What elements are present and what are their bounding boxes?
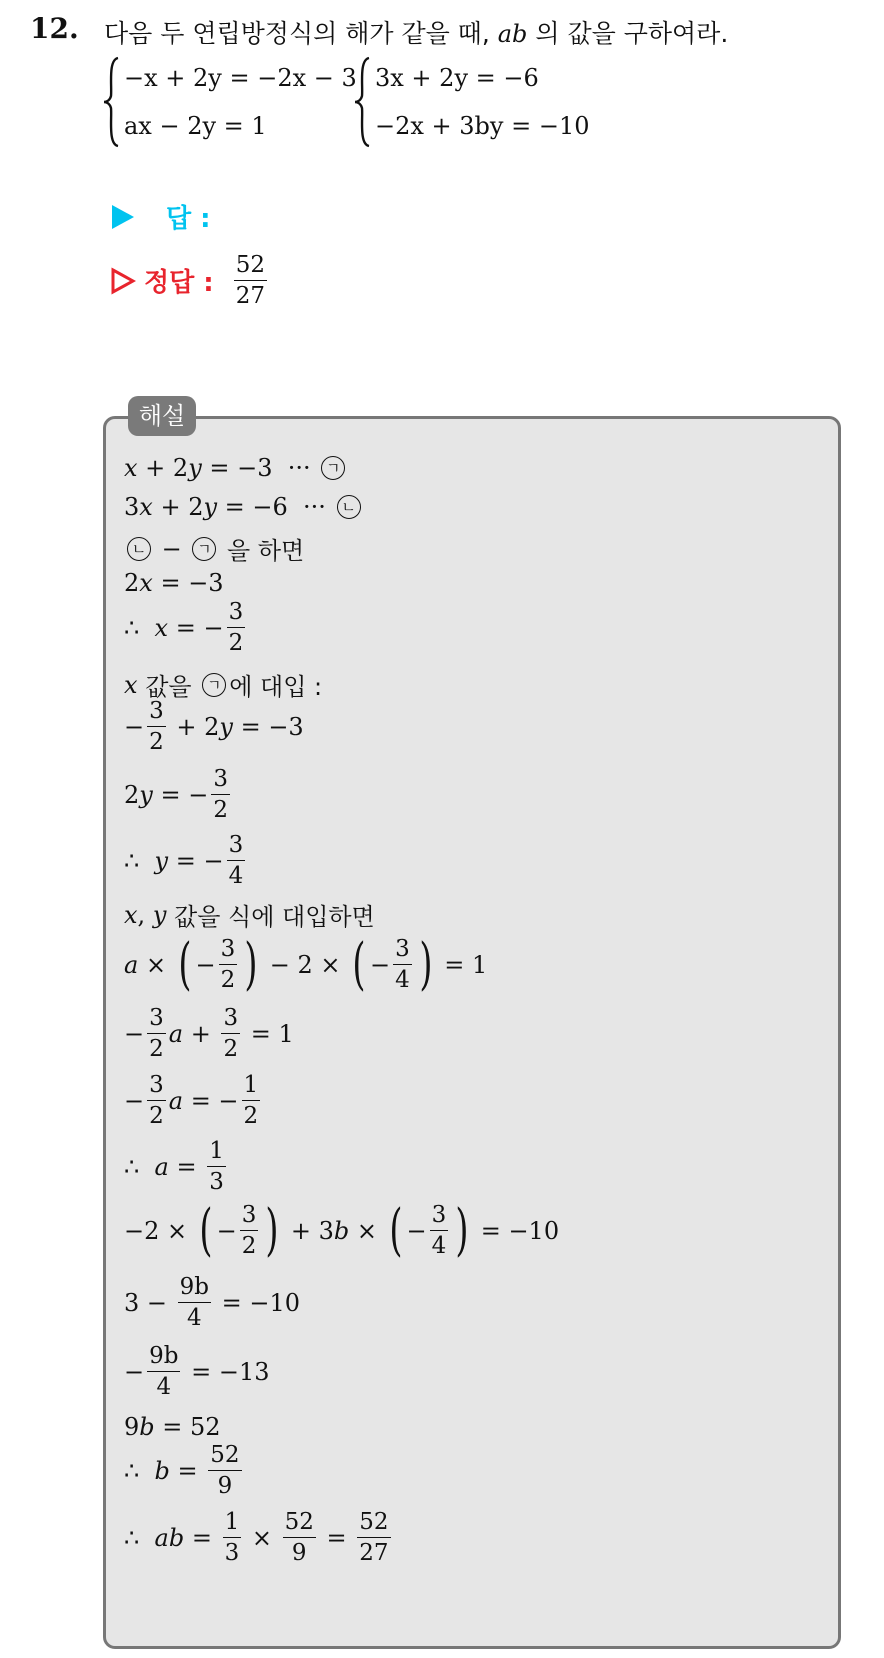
solution-line-19: ∴ b = $\frac{52}{9}$ — [124, 1442, 240, 1499]
system2-equation-1: 3x + 2y = −6 — [375, 64, 539, 92]
solution-line-10: x , y 값을 식에 대입하면 — [124, 897, 375, 932]
solution-line-20: ∴ ab = $\frac{1}{3}$ × $\frac{52}{9}$ = $\frac{52}{27}$ — [124, 1509, 389, 1566]
correct-answer-row — [110, 250, 270, 311]
circled-label-b: ㄴ — [127, 537, 151, 561]
solution-line-6: x 값을 ㄱ 에 대입 : — [124, 667, 322, 702]
left-brace-icon — [353, 56, 371, 148]
outline-triangle-icon — [110, 267, 136, 295]
question-variable: ab — [497, 20, 528, 48]
fraction-numerator: 52 — [235, 252, 265, 278]
question-text-pre: 다음 두 연립방정식의 해가 같을 때, — [104, 19, 490, 48]
circled-label-b: ㄴ — [337, 495, 361, 519]
solution-line-15: −2 × ( − $\frac{3}{2}$ ) + 3 b × ( − $\frac{3}{4}$ ) = −10 — [124, 1197, 560, 1263]
circled-label-a: ㄱ — [192, 537, 216, 561]
solution-line-18: 9 b = 52 — [124, 1413, 221, 1441]
question-text — [104, 14, 728, 50]
solution-line-11: a × ( − $\frac{3}{2}$ ) − 2 × ( − $\frac{3}{4}$ ) = 1 — [124, 931, 488, 997]
system1-equation-1: −x + 2y = −2x − 3 — [124, 64, 357, 92]
circled-label-a: ㄱ — [202, 673, 226, 697]
solution-line-7: − $\frac{3}{2}$ + 2 y = −3 — [124, 698, 304, 755]
correct-answer-label: 정답 : — [144, 268, 214, 298]
answer-row — [110, 198, 211, 235]
solution-text: 값을 식에 대입하면 — [174, 903, 375, 931]
question-text-post: 의 값을 구하여라. — [535, 19, 729, 48]
solution-text: 을 하면 — [227, 537, 305, 565]
solution-line-3: ㄴ − ㄱ 을 하면 — [124, 531, 304, 566]
correct-answer-fraction — [234, 250, 267, 311]
solution-text: 에 대입 : — [229, 673, 323, 701]
solution-text: 값을 — [145, 673, 192, 701]
solution-line-5: ∴ x = − $\frac{3}{2}$ — [124, 599, 244, 656]
solution-line-12: − $\frac{3}{2}$ a + $\frac{3}{2}$ = 1 — [124, 1005, 294, 1062]
solution-line-2: 3 x + 2 y = −6 ··· ㄴ — [124, 493, 364, 521]
solution-line-8: 2 y = − $\frac{3}{2}$ — [124, 766, 228, 823]
solution-line-16: 3 − $\frac{9b}{4}$ = −10 — [124, 1274, 301, 1331]
solution-tag: 해설 — [128, 396, 196, 436]
play-triangle-icon — [110, 203, 136, 231]
solution-line-4: 2 x = −3 — [124, 569, 224, 597]
solution-line-13: − $\frac{3}{2}$ a = − $\frac{1}{2}$ — [124, 1072, 259, 1129]
system2-equation-2: −2x + 3by = −10 — [375, 112, 590, 140]
circled-label-a: ㄱ — [321, 456, 345, 480]
solution-line-17: − $\frac{9b}{4}$ = −13 — [124, 1343, 270, 1400]
solution-line-1: x + 2 y = −3 ··· ㄱ — [124, 454, 348, 482]
solution-line-14: ∴ a = $\frac{1}{3}$ — [124, 1138, 224, 1195]
system1-equation-2: ax − 2y = 1 — [124, 112, 267, 140]
equation-system-2 — [353, 56, 590, 148]
fraction-denominator: 27 — [235, 283, 265, 309]
question-number: 12. — [30, 12, 79, 45]
solution-line-9: ∴ y = − $\frac{3}{4}$ — [124, 832, 244, 889]
equation-system-1 — [102, 56, 357, 148]
answer-label: 답 : — [166, 204, 211, 234]
left-brace-icon — [102, 56, 120, 148]
